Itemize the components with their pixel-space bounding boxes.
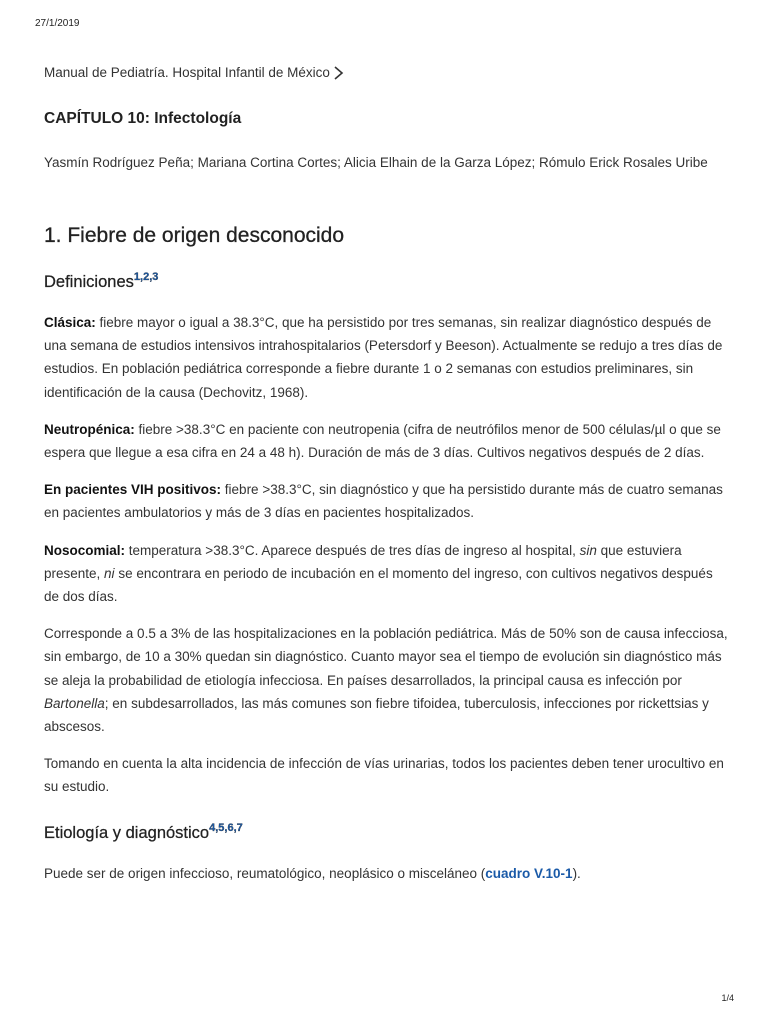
chapter-title: CAPÍTULO 10: Infectología xyxy=(44,110,242,127)
ref-link-3[interactable]: 3 xyxy=(152,271,159,283)
ref-link-1[interactable]: 1 xyxy=(133,271,141,283)
ref-separator: , xyxy=(215,821,219,834)
etiologia-heading-label: Etiología y diagnóstico xyxy=(44,823,210,842)
paragraph-clasica xyxy=(44,311,728,404)
text-corresponde-a: Corresponde a 0.5 a 3% de las hospitalizaciones en la población pediátrica. Más de 50% son de causa infecciosa, sin embargo, de 10 a 30% quedan sin diagnóstico. Cuanto mayor sea el tiempo de evolución sin diagnóstico más se aleja la probabilidad de etiología infecciosa. En países desarrollados, la principal causa es infección por xyxy=(44,626,728,688)
etiologia-heading xyxy=(44,821,728,845)
document-body xyxy=(44,62,728,885)
ref-separator: , xyxy=(224,821,228,834)
ref-link-5[interactable]: 5 xyxy=(218,821,225,834)
ref-link-7[interactable]: 7 xyxy=(236,821,243,834)
term-nosocomial: Nosocomial: xyxy=(44,542,126,558)
breadcrumb[interactable] xyxy=(44,62,728,84)
text-origen-b: ). xyxy=(572,865,581,881)
ref-separator: , xyxy=(149,271,153,283)
text-neutropenica: fiebre >38.3°C en paciente con neutropenia (cifra de neutrófilos menor de 500 células/µl o que se espera que llegue a esa cifra en 24 a 48 h). Duración de más de 3 días. Cultivos negativos después de 2 días. xyxy=(44,421,721,461)
paragraph-tomando: Tomando en cuenta la alta incidencia de infección de vías urinarias, todos los pacientes deben tener urocultivo en su estudio. xyxy=(44,756,724,795)
text-vih: fiebre >38.3°C, sin diagnóstico y que ha persistido durante más de cuatro semanas en pacientes ambulatorios y más de 3 días en pacientes hospitalizados. xyxy=(44,482,723,521)
page-number: 1/4 xyxy=(721,993,734,1003)
breadcrumb-label[interactable]: Manual de Pediatría. Hospital Infantil de México xyxy=(44,65,330,80)
definitions-heading-label: Definiciones xyxy=(44,273,134,291)
section-title: 1. Fiebre de origen desconocido xyxy=(44,224,345,247)
paragraph-corresponde xyxy=(44,622,728,738)
emphasis-sin: sin xyxy=(579,542,597,558)
chevron-right-icon[interactable] xyxy=(332,65,346,81)
term-vih: En pacientes VIH positivos: xyxy=(44,482,222,498)
emphasis-bartonella: Bartonella xyxy=(44,695,105,711)
etiologia-refs xyxy=(209,822,243,834)
definitions-heading xyxy=(44,270,728,294)
paragraph-origen xyxy=(44,862,728,885)
cuadro-link[interactable]: cuadro V.10-1 xyxy=(485,865,573,881)
print-date: 27/1/2019 xyxy=(35,18,80,29)
text-nosocomial-a: temperatura >38.3°C. Aparece después de tres días de ingreso al hospital, xyxy=(125,542,580,558)
ref-link-2[interactable]: 2 xyxy=(143,271,150,283)
paragraph-vih xyxy=(44,478,728,524)
text-nosocomial-c: se encontrara en periodo de incubación en el momento del ingreso, con cultivos negativos después de dos días. xyxy=(44,565,713,605)
paragraph-nosocomial xyxy=(44,539,728,609)
term-clasica: Clásica: xyxy=(44,315,96,330)
paragraph-neutropenica xyxy=(44,418,728,464)
ref-link-4[interactable]: 4 xyxy=(209,821,216,834)
term-neutropenica: Neutropénica: xyxy=(44,421,135,437)
definitions-refs xyxy=(134,271,159,283)
text-clasica: fiebre mayor o igual a 38.3°C, que ha persistido por tres semanas, sin realizar diagnóstico después de una semana de estudios intensivos intrahospitalarios (Petersdorf y Beeson). Actualmente se redujo a tres días de estudios. En población pediátrica corresponde a fiebre durante 1 o 2 semanas con estudios preliminares, sin identificación de la causa (Dechovitz, 1968). xyxy=(44,315,723,400)
ref-separator: , xyxy=(233,821,237,834)
ref-link-6[interactable]: 6 xyxy=(227,821,234,834)
ref-separator: , xyxy=(140,271,144,283)
text-origen-a: Puede ser de origen infeccioso, reumatológico, neoplásico o misceláneo ( xyxy=(44,865,486,881)
emphasis-ni: ni xyxy=(104,565,115,581)
text-nosocomial-b: que estuviera presente, xyxy=(44,542,682,581)
text-corresponde-b: ; en subdesarrollados, las más comunes son fiebre tifoidea, tuberculosis, infecciones por rickettsias y abscesos. xyxy=(44,695,709,735)
authors-line: Yasmín Rodríguez Peña; Mariana Cortina Cortes; Alicia Elhain de la Garza López; Rómulo Erick Rosales Uribe xyxy=(44,155,708,170)
